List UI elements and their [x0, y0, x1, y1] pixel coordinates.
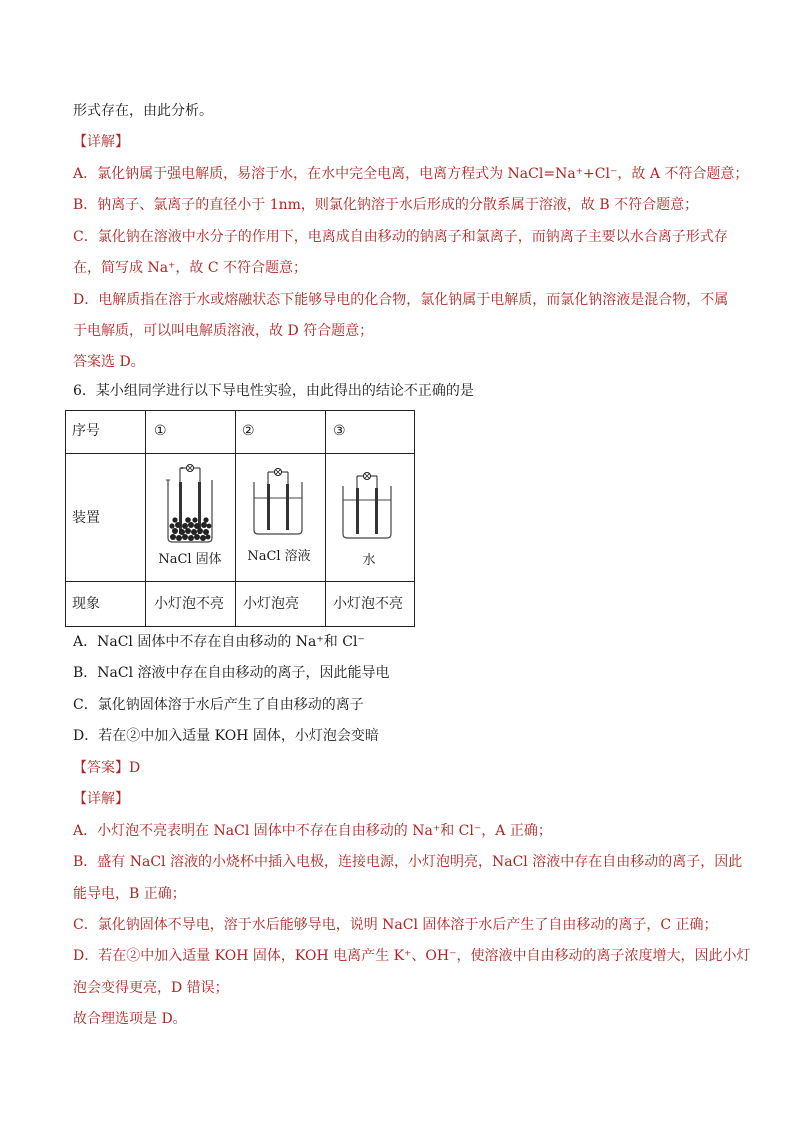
- option-d: D．若在②中加入适量 KOH 固体，小灯泡会变暗: [73, 728, 379, 744]
- explanation-d-line1: D．电解质指在溶于水或熔融状态下能够导电的化合物，氯化钠属于电解质，而氯化钠溶液是混合物，不属: [73, 292, 729, 308]
- row-header-apparatus: 装置: [72, 510, 100, 526]
- explanation-6c: C．氯化钠固体不导电，溶于水后能够导电，说明 NaCl 固体溶于水后产生了自由移动的离子，C 正确；: [73, 917, 718, 933]
- phenomenon-2: 小灯泡亮: [243, 596, 299, 612]
- experiment-table: [65, 410, 415, 627]
- text-line: 形式存在，由此分析。: [73, 103, 213, 119]
- detail-heading: 【详解】: [73, 134, 129, 150]
- detail-heading-2: 【详解】: [73, 791, 129, 807]
- explanation-c-line1: C．氯化钠在溶液中水分子的作用下，电离成自由移动的钠离子和氯离子，而钠离子主要以水合离子形式存: [73, 229, 728, 245]
- answer-heading: 【答案】D: [73, 760, 141, 776]
- beaker-nacl-solid-icon: [160, 460, 220, 550]
- option-c: C．氯化钠固体溶于水后产生了自由移动的离子: [73, 697, 364, 713]
- phenomenon-1: 小灯泡不亮: [154, 596, 224, 612]
- beaker-nacl-solution-icon: [248, 460, 308, 540]
- explanation-6b-line1: B．盛有 NaCl 溶液的小烧杯中插入电极，连接电源，小灯泡明亮，NaCl 溶液中存在自由移动的离子，因此: [73, 854, 743, 870]
- option-a: A．NaCl 固体中不存在自由移动的 Na⁺和 Cl⁻: [73, 634, 365, 650]
- explanation-6b-line2: 能导电，B 正确；: [73, 886, 186, 902]
- row-header-number: 序号: [72, 423, 100, 439]
- explanation-d-line2: 于电解质，可以叫电解质溶液，故 D 符合题意；: [73, 323, 374, 339]
- explanation-c-line2: 在，简写成 Na⁺，故 C 不符合题意；: [73, 260, 308, 276]
- explanation-a: A．氯化钠属于强电解质，易溶于水，在水中完全电离，电离方程式为 NaCl=Na⁺+Cl⁻，故 A 不符合题意；: [73, 166, 749, 182]
- column-number-2: ②: [242, 423, 255, 439]
- answer-line: 答案选 D。: [73, 354, 145, 370]
- explanation-b: B．钠离子、氯离子的直径小于 1nm，则氯化钠溶于水后形成的分散系属于溶液，故 B 不符合题意；: [73, 197, 699, 213]
- final-answer: 故合理选项是 D。: [73, 1011, 187, 1027]
- explanation-6d-line1: D．若在②中加入适量 KOH 固体，KOH 电离产生 K⁺、OH⁻，使溶液中自由移动的离子浓度增大，因此小灯: [73, 948, 751, 964]
- column-number-1: ①: [154, 423, 167, 439]
- column-number-3: ③: [333, 423, 346, 439]
- question-6-stem: 6．某小组同学进行以下导电性实验，由此得出的结论不正确的是: [73, 383, 474, 399]
- row-header-phenomenon: 现象: [72, 596, 100, 612]
- explanation-6a: A．小灯泡不亮表明在 NaCl 固体中不存在自由移动的 Na⁺和 Cl⁻，A 正确；: [73, 823, 552, 839]
- caption-nacl-solid: NaCl 固体: [158, 552, 222, 567]
- explanation-6d-line2: 泡会变得更亮，D 错误；: [73, 980, 229, 996]
- beaker-water-icon: [337, 464, 397, 544]
- caption-water: 水: [362, 553, 376, 568]
- phenomenon-3: 小灯泡不亮: [333, 596, 403, 612]
- caption-nacl-solution: NaCl 溶液: [247, 549, 311, 564]
- option-b: B．NaCl 溶液中存在自由移动的离子，因此能导电: [73, 665, 390, 681]
